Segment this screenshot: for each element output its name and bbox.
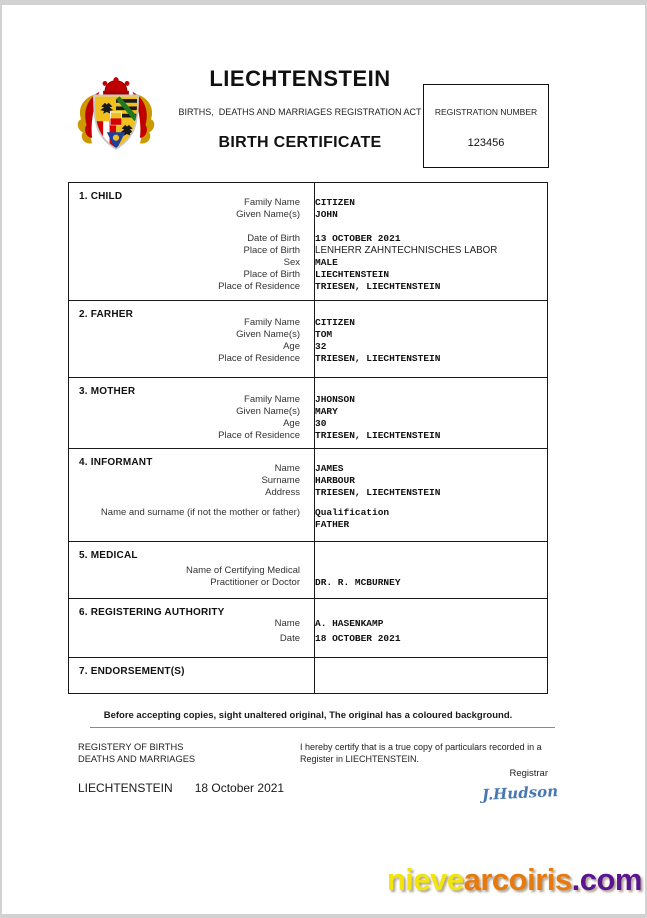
field-row <box>69 394 547 406</box>
field-label <box>69 519 307 531</box>
certificate-table <box>68 182 548 694</box>
section-father <box>69 301 547 378</box>
country-title: LIECHTENSTEIN <box>209 66 391 91</box>
field-label: Age <box>283 341 300 352</box>
field-row <box>69 341 547 353</box>
field-label: Given Name(s) <box>236 209 300 220</box>
field-value: 30 <box>315 418 327 429</box>
field-label: Date <box>279 633 300 644</box>
field-value: CITIZEN <box>315 317 355 328</box>
field-row <box>69 487 547 499</box>
field-label: Place of Birth <box>243 269 300 280</box>
field-row <box>69 430 547 442</box>
registry-name <box>78 742 195 765</box>
field-label: Surname <box>261 475 300 486</box>
field-value: FATHER <box>315 519 350 530</box>
column-divider <box>314 658 315 693</box>
field-row <box>69 257 547 269</box>
field-value: JAMES <box>315 463 344 474</box>
section-informant <box>69 449 547 542</box>
section-heading: 5. MEDICAL <box>79 550 138 561</box>
field-label: Date of Birth <box>247 233 300 244</box>
registration-box <box>423 84 549 168</box>
registrar-label: Registrar <box>509 768 548 779</box>
issue-date: 18 October 2021 <box>194 781 285 795</box>
field-row <box>69 616 547 631</box>
field-value: TRIESEN, LIECHTENSTEIN <box>315 281 441 292</box>
section-registering-authority <box>69 599 547 658</box>
field-value: 32 <box>315 341 327 352</box>
field-label: Name of Certifying Medical Practitioner or Doctor <box>185 565 300 588</box>
field-row <box>69 475 547 487</box>
field-row <box>69 353 547 365</box>
field-label: Address <box>265 487 300 498</box>
field-value: A. HASENKAMP <box>315 618 384 629</box>
liechtenstein-coat-of-arms-icon <box>70 76 162 170</box>
field-value: JHONSON <box>315 394 355 405</box>
field-value: Qualification <box>315 507 390 518</box>
field-value: TRIESEN, LIECHTENSTEIN <box>315 430 441 441</box>
field-row <box>69 269 547 281</box>
act-subtitle: BIRTHS, DEATHS AND MARRIAGES REGISTRATION ACT <box>178 107 422 117</box>
field-label: Age <box>283 418 300 429</box>
registration-number: 123456 <box>467 137 505 149</box>
field-row <box>69 542 547 589</box>
field-label: Given Name(s) <box>236 406 300 417</box>
section-medical <box>69 542 547 599</box>
field-value: LIECHTENSTEIN <box>315 269 390 280</box>
section-heading: 7. ENDORSEMENT(S) <box>79 666 185 677</box>
watermark <box>387 862 642 898</box>
field-row <box>69 631 547 646</box>
copies-notice: Before accepting copies, sight unaltered original, The original has a coloured background. <box>103 710 513 721</box>
field-value: TRIESEN, LIECHTENSTEIN <box>315 487 441 498</box>
field-value: 13 OCTOBER 2021 <box>315 233 401 244</box>
registration-label: REGISTRATION NUMBER <box>434 107 538 117</box>
certificate-header <box>155 66 445 152</box>
field-label: Family Name <box>244 197 300 208</box>
section-endorsements <box>69 658 547 693</box>
certificate-title: BIRTH CERTIFICATE <box>218 134 382 151</box>
section-heading: 2. FARHER <box>79 309 134 320</box>
field-row <box>69 281 547 293</box>
field-value: MARY <box>315 406 338 417</box>
field-value: 18 OCTOBER 2021 <box>315 633 401 644</box>
field-row <box>69 507 547 519</box>
field-row <box>69 418 547 430</box>
registry-line2: DEATHS AND MARRIAGES <box>78 753 196 764</box>
field-label: Given Name(s) <box>236 329 300 340</box>
column-divider <box>314 599 315 657</box>
section-heading: 1. CHILD <box>79 191 123 202</box>
field-label: Sex <box>283 257 300 268</box>
section-mother <box>69 378 547 449</box>
column-divider <box>314 183 315 300</box>
watermark-part1: nieve <box>386 862 464 897</box>
column-divider <box>314 301 315 377</box>
column-divider <box>314 378 315 448</box>
field-row <box>69 317 547 329</box>
field-row <box>69 329 547 341</box>
field-label: Place of Residence <box>218 353 300 364</box>
field-value: MALE <box>315 257 338 268</box>
field-label: Family Name <box>244 317 300 328</box>
field-value: CITIZEN <box>315 197 355 208</box>
footer-divider <box>90 727 555 728</box>
field-value: TRIESEN, LIECHTENSTEIN <box>315 353 441 364</box>
field-row <box>69 245 547 257</box>
field-value: TOM <box>315 329 333 340</box>
column-divider <box>314 449 315 541</box>
field-row <box>69 406 547 418</box>
field-label: Name and surname (if not the mother or father) <box>100 507 300 518</box>
field-row <box>69 519 547 531</box>
field-row <box>69 209 547 221</box>
field-value: JOHN <box>315 209 338 220</box>
issue-place: LIECHTENSTEIN <box>78 781 173 795</box>
section-heading: 4. INFORMANT <box>79 457 153 468</box>
section-heading: 3. MOTHER <box>79 386 136 397</box>
field-label: Name <box>274 463 300 474</box>
watermark-part2: arcoiris <box>463 862 572 897</box>
certify-statement: I hereby certify that is a true copy of particulars recorded in a Register in LIECHTENSTEIN. <box>300 742 542 764</box>
column-divider <box>314 542 315 598</box>
field-label: Name <box>274 618 300 629</box>
watermark-part3: .com <box>571 862 642 897</box>
field-label: Family Name <box>244 394 300 405</box>
field-row <box>69 197 547 209</box>
field-value: DR. R. MCBURNEY <box>315 577 401 588</box>
field-value: HARBOUR <box>315 475 355 486</box>
field-label: Place of Residence <box>218 281 300 292</box>
field-label: Place of Residence <box>218 430 300 441</box>
registrar-signature: J.Hudson <box>481 782 559 804</box>
field-value: LENHERR ZAHNTECHNISCHES LABOR <box>315 245 498 256</box>
field-label: Place of Birth <box>243 245 300 256</box>
section-child <box>69 183 547 301</box>
issue-place-date <box>78 781 284 795</box>
field-row <box>69 233 547 245</box>
section-heading: 6. REGISTERING AUTHORITY <box>79 607 225 618</box>
registry-line1: REGISTERY OF BIRTHS <box>78 742 184 752</box>
